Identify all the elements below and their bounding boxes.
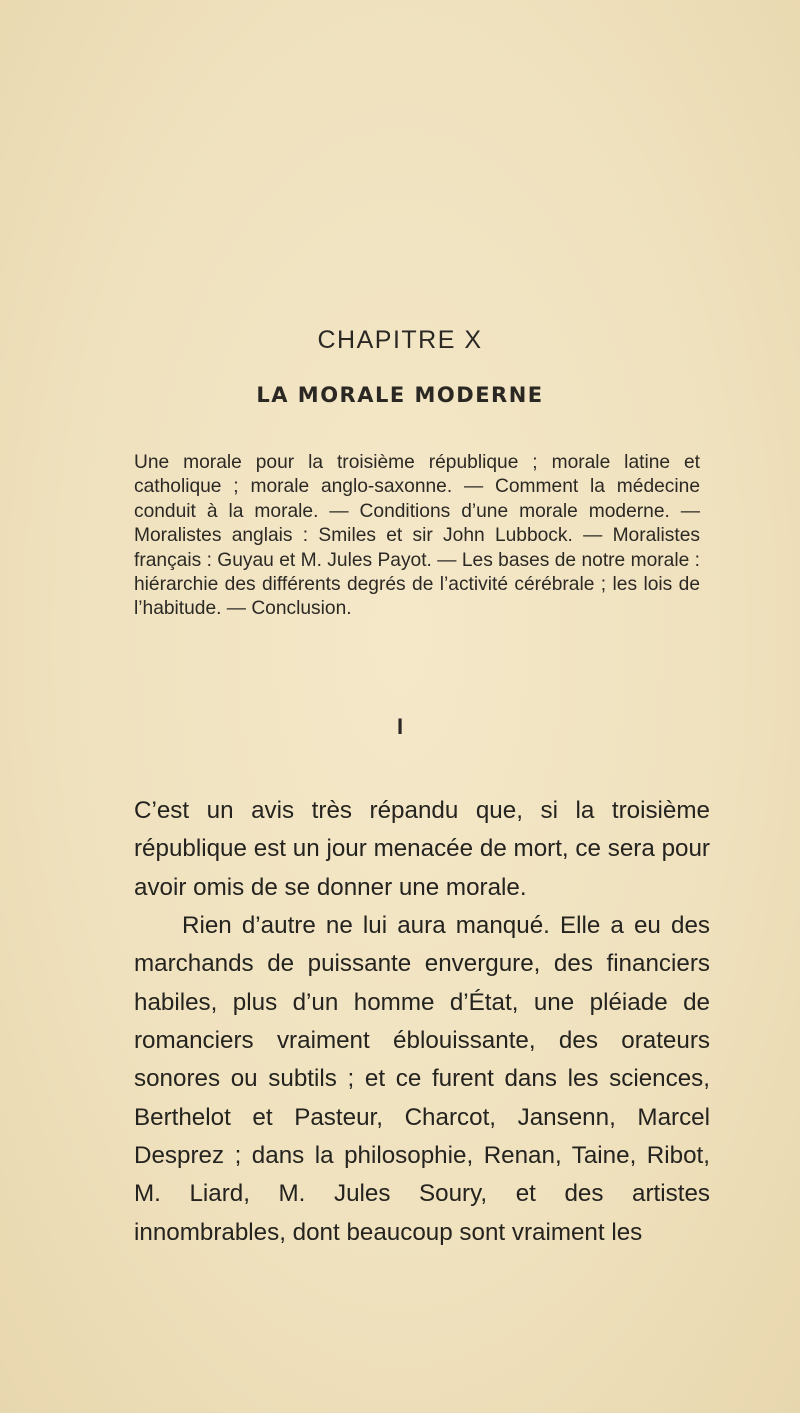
chapter-summary: Une morale pour la troisième république ; morale latine et catholique ; morale anglo-saxonne. — Comment la médecine conduit à la morale. — Conditions d’une morale moderne. — Moralistes anglais : Smiles et sir John Lubbock. — Moralistes français : Guyau et M. Jules Payot. — Les bases de notre morale : hiérarchie des différents degrés de l’activité cérébrale ; les lois de l’habitude. — Conclusion.: [134, 452, 700, 620]
paragraph: Rien d’autre ne lui aura manqué. Elle a eu des marchands de puissante envergure, des financiers habiles, plus d’un homme d’État, une pléiade de romanciers vraiment éblouissante, des orateurs sonores ou subtils ; et ce furent dans les sciences, Berthelot et Pasteur, Charcot, Jansenn, Marcel Desprez ; dans la philosophie, Renan, Taine, Ribot, M. Liard, M. Jules Soury, et des artistes innombrables, dont beaucoup sont vraiment les: [134, 912, 710, 1246]
body-text: [134, 792, 710, 1252]
section-numeral: I: [396, 714, 404, 739]
paragraph: C’est un avis très répandu que, si la troisième république est un jour menacée de mort, ce sera pour avoir omis de se donner une morale.: [134, 797, 710, 901]
chapter-heading: CHAPITRE X: [317, 326, 483, 354]
chapter-title: LA MORALE MODERNE: [256, 383, 544, 407]
